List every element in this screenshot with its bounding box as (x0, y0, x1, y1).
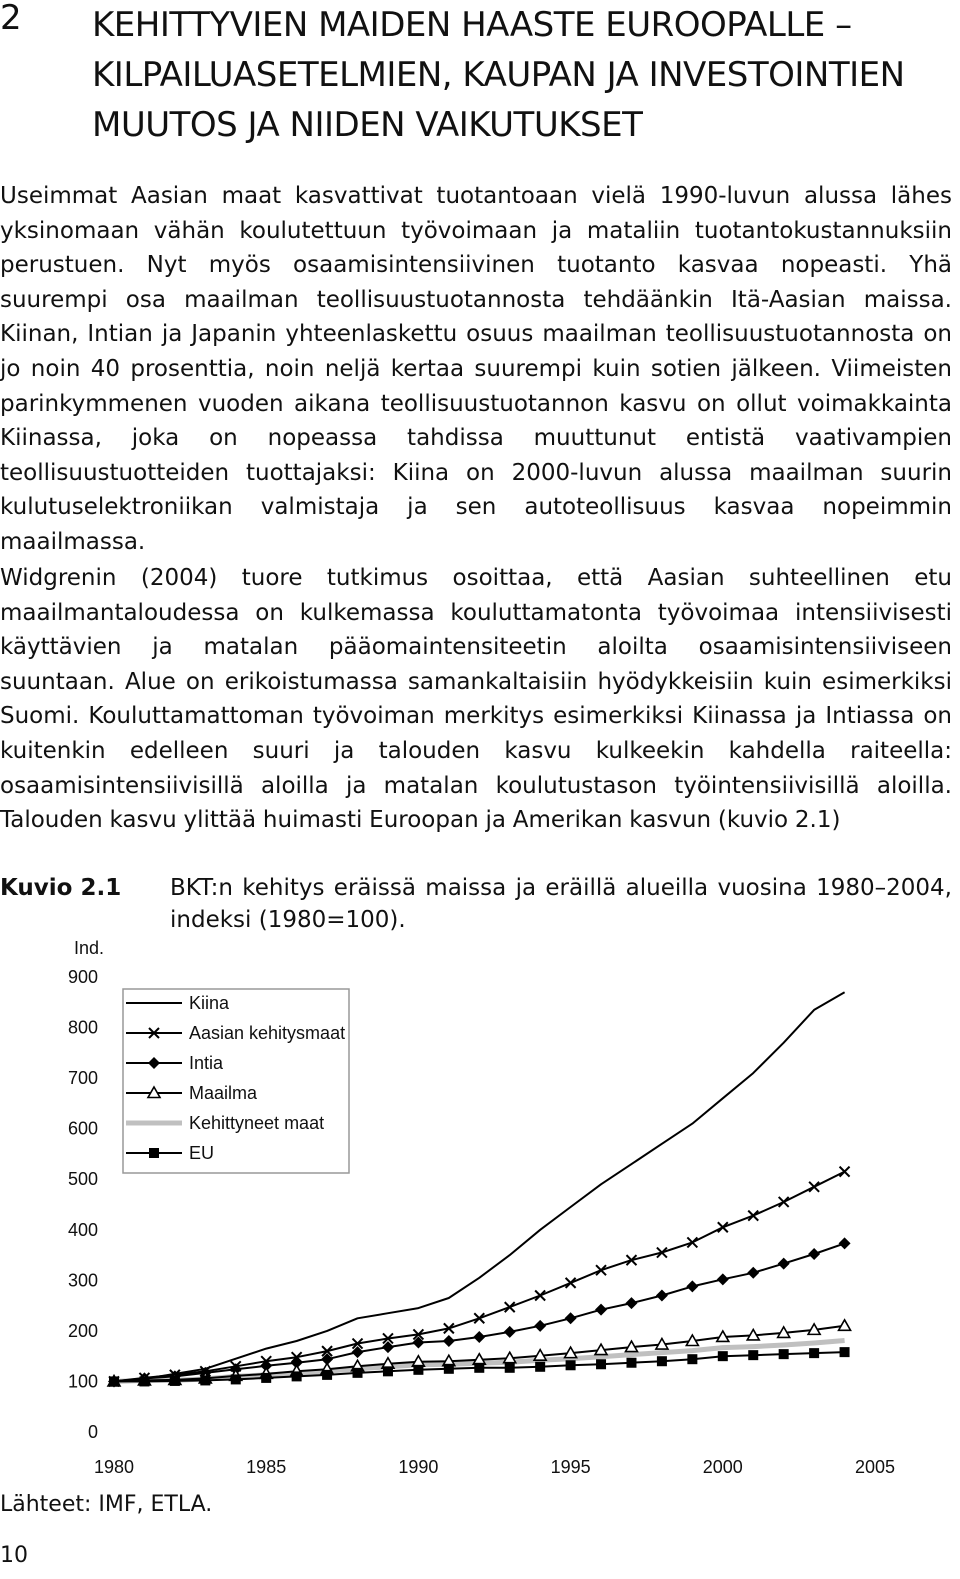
data-point (808, 1248, 820, 1260)
data-point (687, 1237, 697, 1247)
data-point (261, 1373, 271, 1383)
x-tick-label: 1980 (93, 1457, 135, 1477)
data-point (747, 1267, 759, 1279)
source-note: Lähteet: IMF, ETLA. (0, 1492, 213, 1517)
legend-label: Intia (189, 1053, 224, 1073)
data-point (595, 1304, 607, 1316)
legend-label: Kehittyneet maat (189, 1113, 325, 1133)
data-point (596, 1265, 606, 1275)
data-point (505, 1302, 515, 1312)
legend-label: EU (189, 1143, 215, 1163)
legend-label: Aasian kehitysmaat (189, 1023, 346, 1043)
data-point (109, 1376, 119, 1386)
data-point (718, 1222, 728, 1232)
page-number: 10 (0, 1543, 28, 1568)
data-point (505, 1363, 515, 1373)
legend-box (123, 989, 349, 1173)
x-tick-label: 1995 (550, 1457, 591, 1477)
y-tick-label: 700 (67, 1068, 98, 1089)
data-point (139, 1376, 149, 1386)
data-point (473, 1331, 485, 1343)
data-point (840, 1167, 850, 1177)
section-number: 2 (0, 0, 22, 38)
x-tick-labels (94, 1457, 895, 1477)
data-point (839, 1237, 851, 1249)
x-tick-label: 2000 (702, 1457, 743, 1477)
data-point (534, 1320, 546, 1332)
data-point (686, 1280, 698, 1292)
x-tick-label: 2005 (854, 1457, 896, 1477)
data-point (839, 1320, 851, 1331)
y-tick-label: 0 (87, 1422, 98, 1442)
data-point (565, 1312, 577, 1324)
data-point (383, 1366, 393, 1376)
legend-label: Kiina (189, 993, 230, 1013)
data-point (353, 1368, 363, 1378)
data-point (443, 1335, 455, 1347)
y-tick-label: 100 (67, 1371, 98, 1392)
data-point (535, 1291, 545, 1301)
y-axis-label: Ind. (74, 938, 105, 958)
data-point (687, 1354, 697, 1364)
gdp-line-chart (0, 930, 960, 1490)
legend-marker (149, 1148, 159, 1158)
data-point (626, 1358, 636, 1368)
figure-label: Kuvio 2.1 (0, 875, 122, 901)
data-point (840, 1347, 850, 1357)
data-point (779, 1197, 789, 1207)
data-point (748, 1350, 758, 1360)
legend-label: Maailma (189, 1083, 258, 1103)
data-point (322, 1370, 332, 1380)
y-tick-label: 600 (67, 1118, 98, 1139)
data-point (809, 1348, 819, 1358)
body-paragraph-1: Useimmat Aasian maat kasvattivat tuotantoaan vielä 1990-luvun alussa lähes yksinomaan vähän koulutettuun työvoimaan ja mataliin tuotantokustannuksiin perustuen. Nyt myös osaamisintensiivinen tuotanto kasvaa nopeasti. Yhä suurempi osa maailman teollisuustuotannosta tehdäänkin Itä-Aasian maissa. Kiinan, Intian ja Japanin yhteenlaskettu osuus maailman teollisuustuotannosta on jo noin 40 prosenttia, noin neljä kertaa suurempi kuin sotien jälkeen. Viimeisten parinkymmenen vuoden aikana teollisuustuotannon kasvu on ollut voimakkainta Kiinassa, joka on nopeassa tahdissa muuttunut entistä vaativampien teollisuustuotteiden tuottajaksi: Kiina on 2000-luvun alussa maailman suurin kulutuselektroniikan valmistaja ja sen autoteollisuus kasvaa nopeimmin maailmassa. (0, 183, 952, 555)
y-tick-label: 800 (67, 1017, 98, 1038)
data-point (566, 1360, 576, 1370)
y-tick-label: 200 (67, 1320, 98, 1341)
data-point (625, 1297, 637, 1309)
data-point (474, 1313, 484, 1323)
y-tick-label: 300 (67, 1270, 98, 1291)
y-tick-label: 900 (67, 967, 98, 987)
data-point (656, 1290, 668, 1302)
data-point (504, 1326, 516, 1338)
data-point (717, 1273, 729, 1285)
y-tick-label: 400 (67, 1219, 98, 1240)
data-point (474, 1363, 484, 1373)
body-paragraph-2: Widgrenin (2004) tuore tutkimus osoittaa, että Aasian suhteellinen etu maailmantaloudessa on kulkemassa kouluttamatonta työvoimaa intensiivisesti käyttävien ja matalan pääomaintensiteetin aloilta osaamisintensiiviseen suuntaan. Alue on erikoistumassa samankaltaisiin hyödykkeisiin kuin esimerkiksi Suomi. Kouluttamattoman työvoiman merkitys esimerkiksi Kiinassa ja Intiassa on kuitenkin edelleen suuri ja talouden kasvu kulkeekin kahdella raiteella: osaamisintensiivisillä aloilla ja matalan koulutustason työintensiivisillä aloilla. Talouden kasvu ylittää huimasti Euroopan ja Amerikan kasvun (kuvio 2.1) (0, 565, 952, 834)
data-point (809, 1182, 819, 1192)
data-point (292, 1371, 302, 1381)
y-tick-labels (68, 967, 98, 1442)
data-point (170, 1376, 180, 1386)
chart-legend (123, 989, 349, 1173)
data-point (535, 1362, 545, 1372)
section-title: KEHITTYVIEN MAIDEN HAASTE EUROOPALLE – KILPAILUASETELMIEN, KAUPAN JA INVESTOINTIEN MUUTOS JA NIIDEN VAIKUTUKSET (92, 5, 905, 145)
data-point (657, 1356, 667, 1366)
y-tick-label: 500 (67, 1169, 98, 1190)
x-tick-label: 1990 (398, 1457, 439, 1477)
data-point (718, 1351, 728, 1361)
x-tick-label: 1985 (246, 1457, 287, 1477)
data-point (413, 1365, 423, 1375)
data-point (778, 1258, 790, 1270)
figure-caption: BKT:n kehitys eräissä maissa ja eräillä alueilla vuosina 1980–2004, indeksi (1980=100). (170, 875, 952, 933)
data-point (596, 1359, 606, 1369)
data-point (748, 1211, 758, 1221)
data-point (566, 1278, 576, 1288)
data-point (231, 1374, 241, 1384)
data-point (444, 1364, 454, 1374)
data-point (779, 1349, 789, 1359)
data-point (200, 1375, 210, 1385)
